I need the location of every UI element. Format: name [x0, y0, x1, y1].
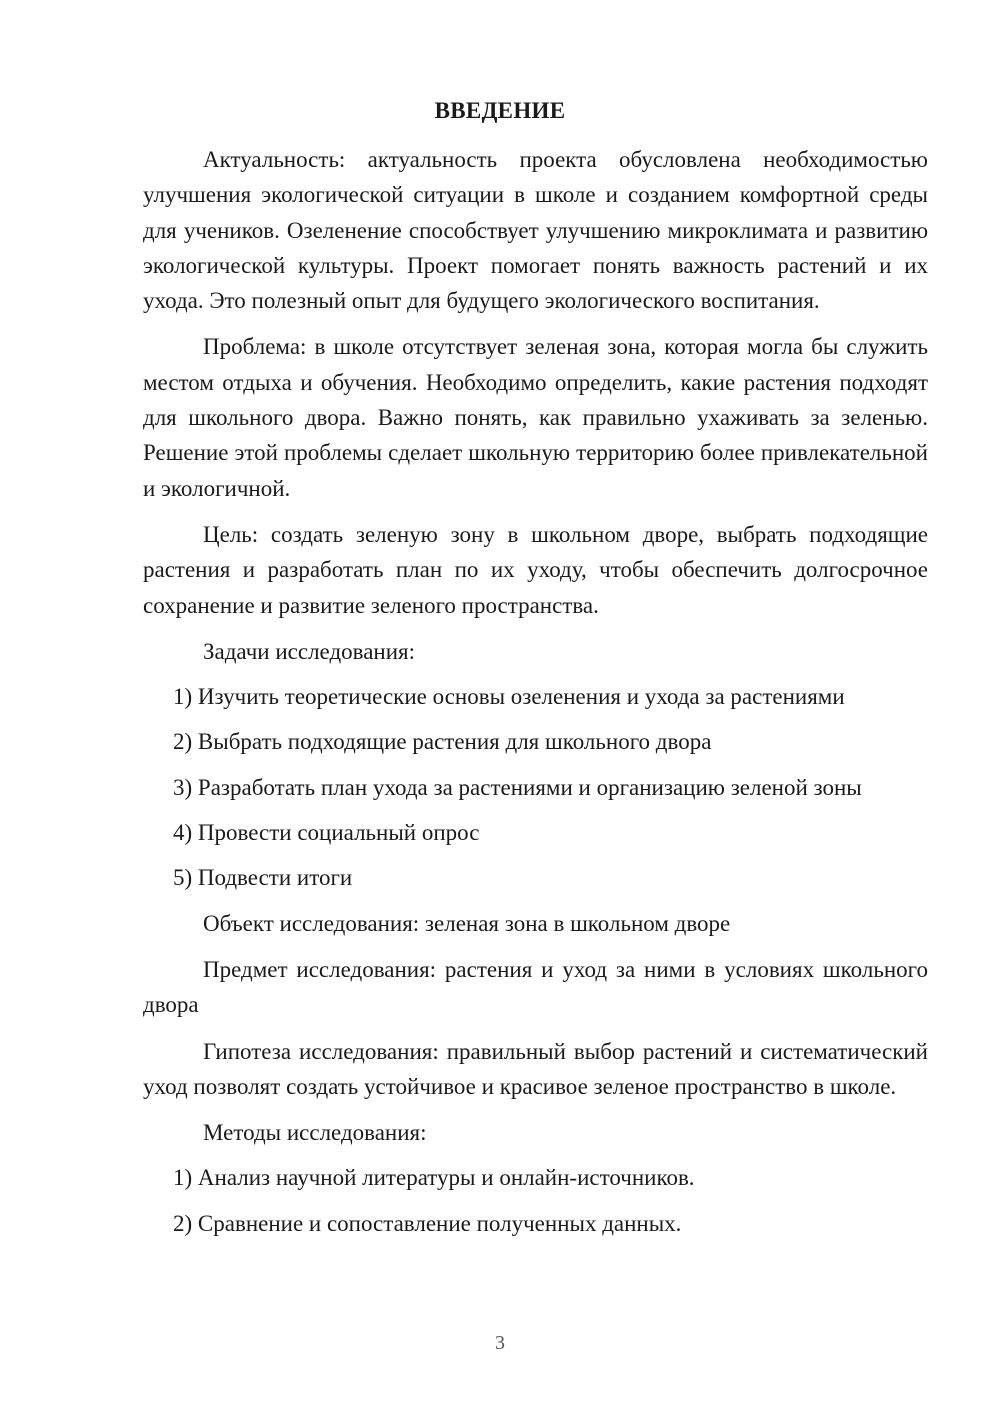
relevance-paragraph: Актуальность: актуальность проекта обусловлена необходимостью улучшения экологической ситуации в школе и созданием комфортной среды для учеников. Озеленение способствует улучшению микроклимата и развитию экологической культуры. Проект помогает понять важность растений и их ухода. Это полезный опыт для будущего экологического воспитания.: [143, 147, 928, 314]
list-item: 1) Анализ научной литературы и онлайн-источников.: [173, 1165, 695, 1191]
list-item: 1) Изучить теоретические основы озеленения и ухода за растениями: [173, 684, 845, 710]
subject-paragraph: Предмет исследования: растения и уход за ними в условиях школьного двора: [143, 956, 928, 1018]
hypothesis-paragraph: Гипотеза исследования: правильный выбор растений и систематический уход позволят создать устойчивое и красивое зеленое пространство в школе.: [143, 1038, 928, 1099]
list-item: 5) Подвести итоги: [173, 865, 353, 891]
list-item: 2) Выбрать подходящие растения для школьного двора: [173, 729, 712, 755]
page-number: 3: [495, 1332, 505, 1354]
methods-title: Методы исследования:: [203, 1120, 427, 1146]
list-item: 2) Сравнение и сопоставление полученных данных.: [173, 1210, 682, 1236]
list-item: 3) Разработать план ухода за растениями и организацию зеленой зоны: [173, 774, 862, 800]
list-item: 4) Провести социальный опрос: [173, 820, 480, 846]
document-body: [143, 142, 928, 1251]
problem-paragraph: Проблема: в школе отсутствует зеленая зона, которая могла бы служить местом отдыха и обучения. Необходимо определить, какие растения подходят для школьного двора. Важно понять, как правильно ухаживать за зеленью. Решение этой проблемы сделает школьную территорию более привлекательной и экологичной.: [143, 334, 928, 501]
object-paragraph: Объект исследования: зеленая зона в школьном дворе: [203, 910, 731, 936]
methods-list: [143, 1160, 928, 1241]
goal-paragraph: Цель: создать зеленую зону в школьном дворе, выбрать подходящие растения и разработать план по их уходу, чтобы обеспечить долгосрочное сохранение и развитие зеленого пространства.: [143, 521, 928, 618]
tasks-list: [143, 679, 928, 895]
tasks-title: Задачи исследования:: [203, 638, 416, 664]
section-heading: ВВЕДЕНИЕ: [434, 98, 566, 123]
